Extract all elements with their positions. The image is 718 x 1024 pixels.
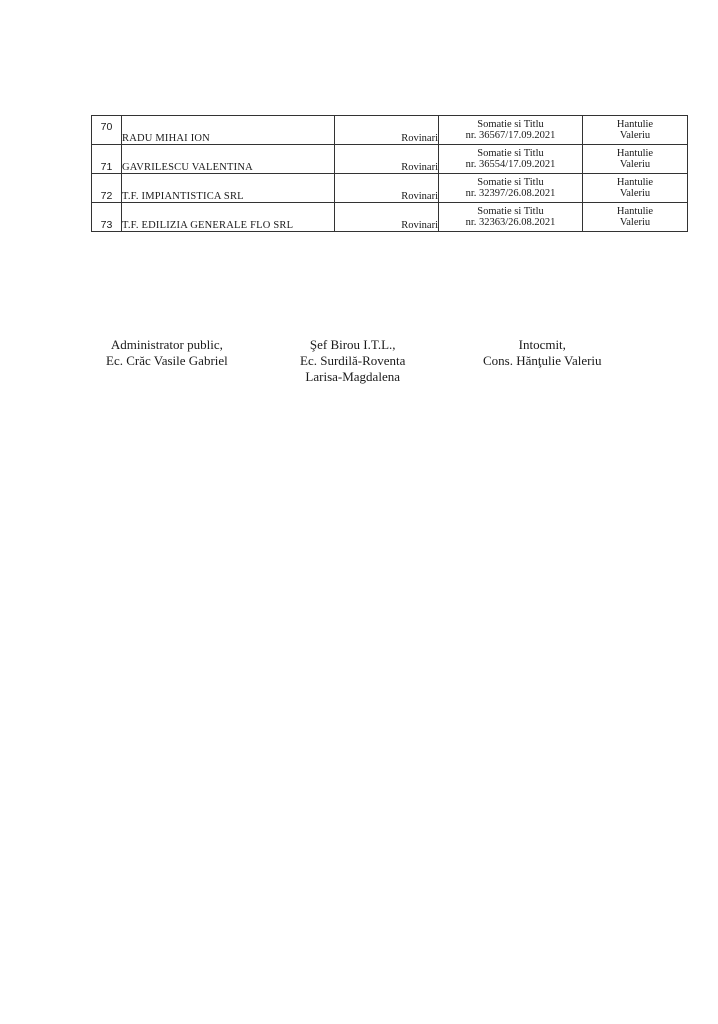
signature-title: Intocmit, [518, 337, 566, 352]
row-number: 72 [92, 174, 122, 203]
records-table [91, 115, 688, 232]
debtor-name: T.F. IMPIANTISTICA SRL [122, 174, 335, 203]
responsible-person [583, 174, 688, 203]
document-number: nr. 36554/17.09.2021 [465, 159, 556, 170]
locality: Rovinari [335, 203, 439, 232]
signature-title: Şef Birou I.T.L., [309, 337, 396, 352]
document-number: nr. 32397/26.08.2021 [465, 188, 556, 199]
document-reference [439, 116, 583, 145]
document-type: Somatie si Titlu [477, 119, 544, 130]
debtor-name: T.F. EDILIZIA GENERALE FLO SRL [122, 203, 335, 232]
debtor-name: RADU MIHAI ION [122, 116, 335, 145]
signature-block-chief [300, 337, 405, 385]
locality: Rovinari [335, 174, 439, 203]
signature-name-continued: Larisa-Magdalena [305, 369, 400, 384]
document-number: nr. 36567/17.09.2021 [465, 130, 556, 141]
signature-name: Cons. Hănţulie Valeriu [483, 353, 602, 368]
responsible-surname: Hantulie [616, 148, 654, 159]
table-row [92, 203, 688, 232]
signature-name: Ec. Crăc Vasile Gabriel [106, 353, 228, 368]
document-reference [439, 174, 583, 203]
signature-block-admin [106, 337, 228, 369]
responsible-person [583, 145, 688, 174]
locality: Rovinari [335, 145, 439, 174]
responsible-given-name: Valeriu [619, 159, 651, 170]
table-row [92, 174, 688, 203]
document-type: Somatie si Titlu [477, 206, 544, 217]
table-row [92, 116, 688, 145]
document-reference [439, 145, 583, 174]
document-number: nr. 32363/26.08.2021 [465, 217, 556, 228]
document-type: Somatie si Titlu [477, 177, 544, 188]
responsible-given-name: Valeriu [619, 188, 651, 199]
document-type: Somatie si Titlu [477, 148, 544, 159]
signature-block-author [483, 337, 602, 369]
debtor-name: GAVRILESCU VALENTINA [122, 145, 335, 174]
responsible-given-name: Valeriu [619, 217, 651, 228]
responsible-person [583, 116, 688, 145]
signature-title: Administrator public, [110, 337, 223, 352]
row-number: 71 [92, 145, 122, 174]
document-reference [439, 203, 583, 232]
responsible-surname: Hantulie [616, 206, 654, 217]
responsible-surname: Hantulie [616, 119, 654, 130]
responsible-surname: Hantulie [616, 177, 654, 188]
row-number: 73 [92, 203, 122, 232]
table-row [92, 145, 688, 174]
locality: Rovinari [335, 116, 439, 145]
signature-name: Ec. Surdilă-Roventa [300, 353, 406, 368]
row-number: 70 [92, 116, 122, 145]
responsible-person [583, 203, 688, 232]
responsible-given-name: Valeriu [619, 130, 651, 141]
